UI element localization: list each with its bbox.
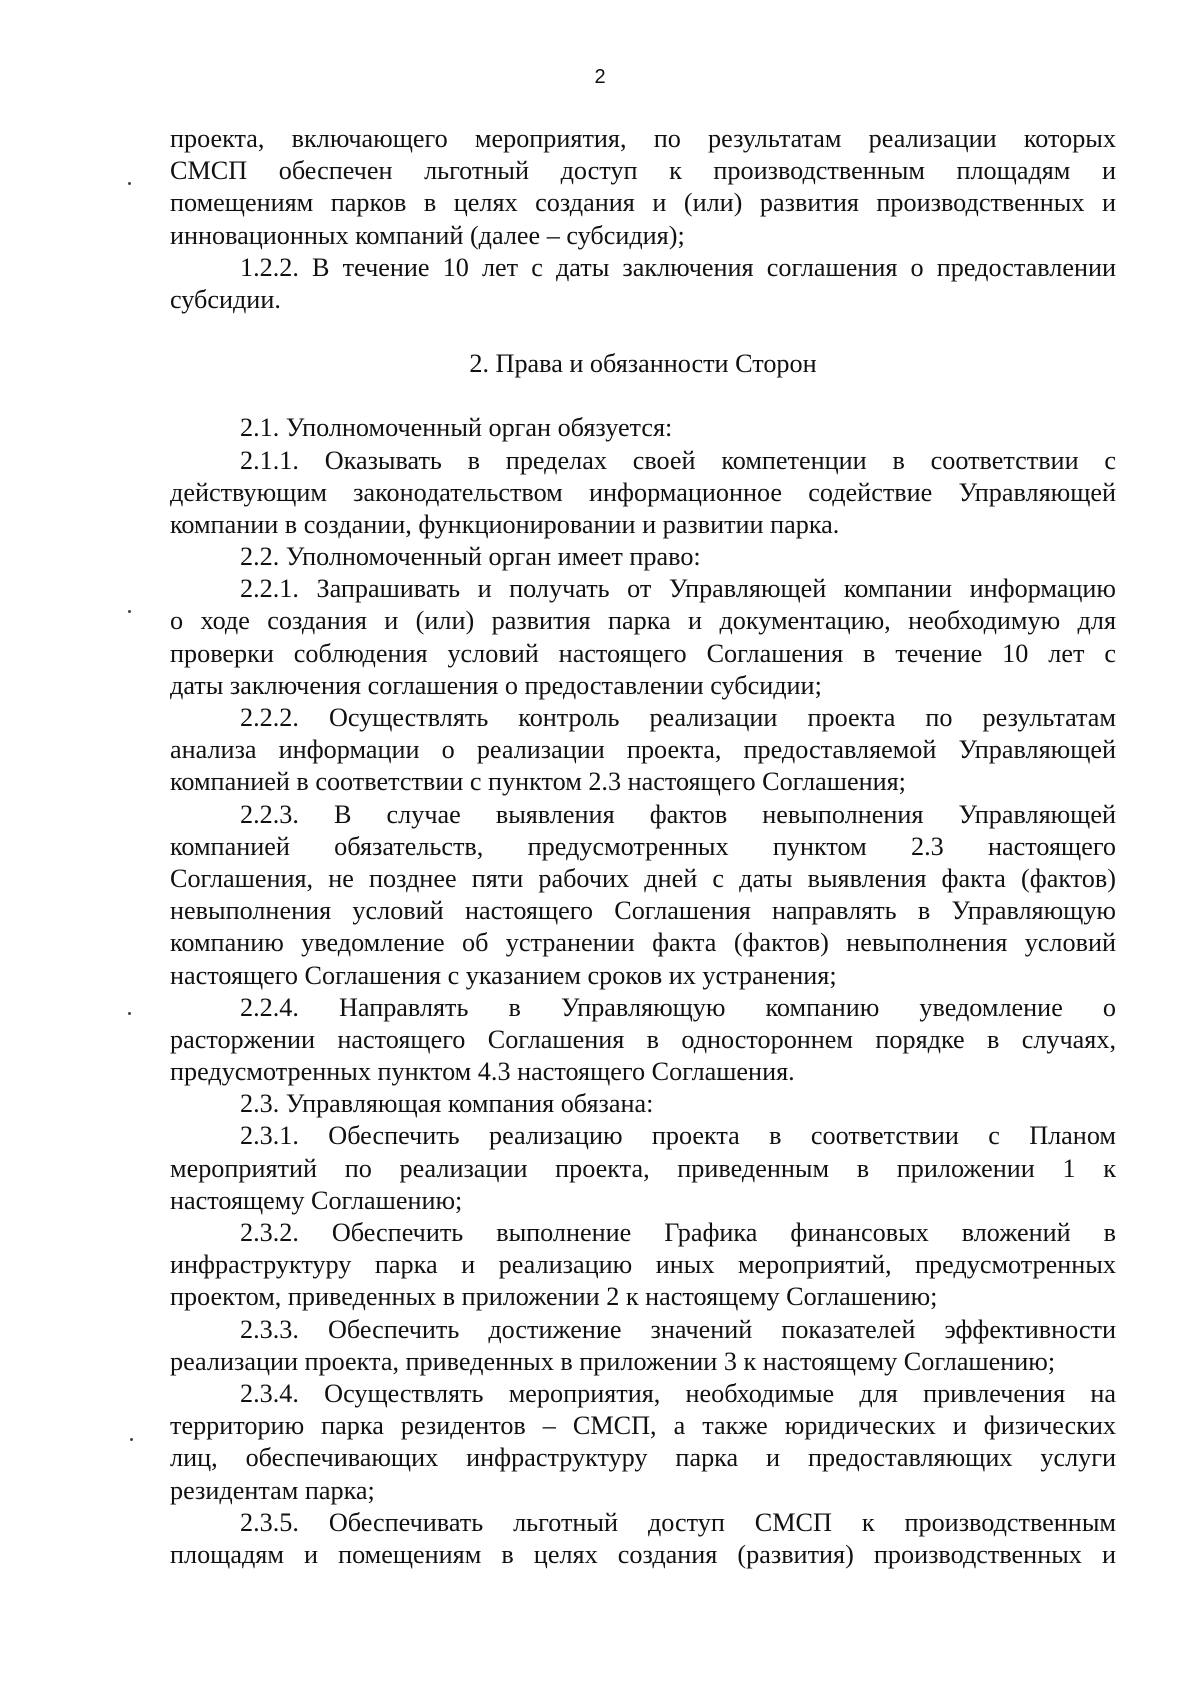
text-line: 2.3. Управляющая компания обязана: [240, 1089, 654, 1119]
scan-speck [130, 1438, 133, 1441]
text-line: лиц, обеспечивающих инфраструктуру парка и предоставляющих услуги [170, 1443, 1116, 1473]
document-body [170, 123, 1116, 1571]
text-line: 2.2. Уполномоченный орган имеет право: [240, 542, 701, 572]
text-line: проверки соблюдения условий настоящего Соглашения в течение 10 лет с [170, 638, 1116, 668]
text-line: проекта, включающего мероприятия, по результатам реализации которых [170, 124, 1116, 153]
text-line: 2.2.3. В случае выявления фактов невыполнения Управляющей [240, 799, 1116, 829]
scan-speck [128, 1012, 131, 1015]
text-line: 2.2.1. Запрашивать и получать от Управляющей компании информацию [240, 574, 1116, 604]
text-line: 2.1.1. Оказывать в пределах своей компетенции в соответствии с [240, 445, 1116, 475]
text-line: 2.3.1. Обеспечить реализацию проекта в соответствии с Планом [240, 1121, 1116, 1151]
text-line: 2.1. Уполномоченный орган обязуется: [240, 413, 673, 443]
text-line: настоящего Соглашения с указанием сроков их устранения; [170, 960, 837, 990]
text-line: невыполнения условий настоящего Соглашения направлять в Управляющую [170, 896, 1116, 926]
text-line: действующим законодательством информационное содействие Управляющей [170, 477, 1116, 507]
page-number: 2 [594, 66, 606, 88]
text-line: инновационных компаний (далее – субсидия); [170, 220, 685, 250]
text-line: компанией обязательств, предусмотренных пунктом 2.3 настоящего [170, 831, 1116, 861]
text-line: компанию уведомление об устранении факта (фактов) невыполнения условий [170, 928, 1116, 958]
text-line: компанией в соответствии с пунктом 2.3 настоящего Соглашения; [170, 767, 906, 797]
text-line: 2.2.2. Осуществлять контроль реализации проекта по результатам [240, 703, 1116, 732]
text-line: площадям и помещениям в целях создания (развития) производственных и [170, 1539, 1116, 1569]
text-line: субсидии. [170, 284, 281, 314]
text-line: помещениям парков в целях создания и (или) развития производственных и [170, 188, 1116, 218]
text-line: 2.3.2. Обеспечить выполнение Графика финансовых вложений в [240, 1218, 1116, 1247]
text-line: территорию парка резидентов – СМСП, а также юридических и физических [170, 1411, 1116, 1441]
text-line: настоящему Соглашению; [170, 1185, 463, 1215]
text-line: 2.3.3. Обеспечить достижение значений показателей эффективности [240, 1314, 1116, 1344]
text-line: Соглашения, не позднее пяти рабочих дней с даты выявления факта (фактов) [170, 863, 1116, 893]
text-line: предусмотренных пунктом 4.3 настоящего Соглашения. [170, 1057, 795, 1087]
text-line: компании в создании, функционировании и развитии парка. [170, 509, 840, 539]
text-line: расторжении настоящего Соглашения в одностороннем порядке в случаях, [170, 1024, 1116, 1054]
text-line: 2.3.4. Осуществлять мероприятия, необходимые для привлечения на [240, 1378, 1116, 1408]
text-line: 1.2.2. В течение 10 лет с даты заключения соглашения о предоставлении [240, 252, 1116, 282]
section-heading: 2. Права и обязанности Сторон [469, 349, 817, 379]
text-line: даты заключения соглашения о предоставлении субсидии; [170, 670, 822, 700]
text-line: резидентам парка; [170, 1475, 375, 1505]
text-line: анализа информации о реализации проекта, предоставляемой Управляющей [170, 735, 1116, 765]
text-line: 2.3.5. Обеспечивать льготный доступ СМСП к производственным [240, 1507, 1116, 1537]
text-line: о ходе создания и (или) развития парка и документацию, необходимую для [170, 606, 1116, 636]
text-line: реализации проекта, приведенных в приложении 3 к настоящему Соглашению; [170, 1346, 1056, 1376]
text-line: мероприятий по реализации проекта, приведенным в приложении 1 к [170, 1153, 1116, 1183]
text-line: 2.2.4. Направлять в Управляющую компанию уведомление о [240, 992, 1116, 1022]
text-line: проектом, приведенных в приложении 2 к настоящему Соглашению; [170, 1282, 938, 1312]
text-line: инфраструктуру парка и реализацию иных мероприятий, предусмотренных [170, 1250, 1116, 1280]
scan-speck [128, 182, 131, 185]
text-line: СМСП обеспечен льготный доступ к производственным площадям и [170, 156, 1116, 186]
scan-speck [128, 610, 131, 613]
